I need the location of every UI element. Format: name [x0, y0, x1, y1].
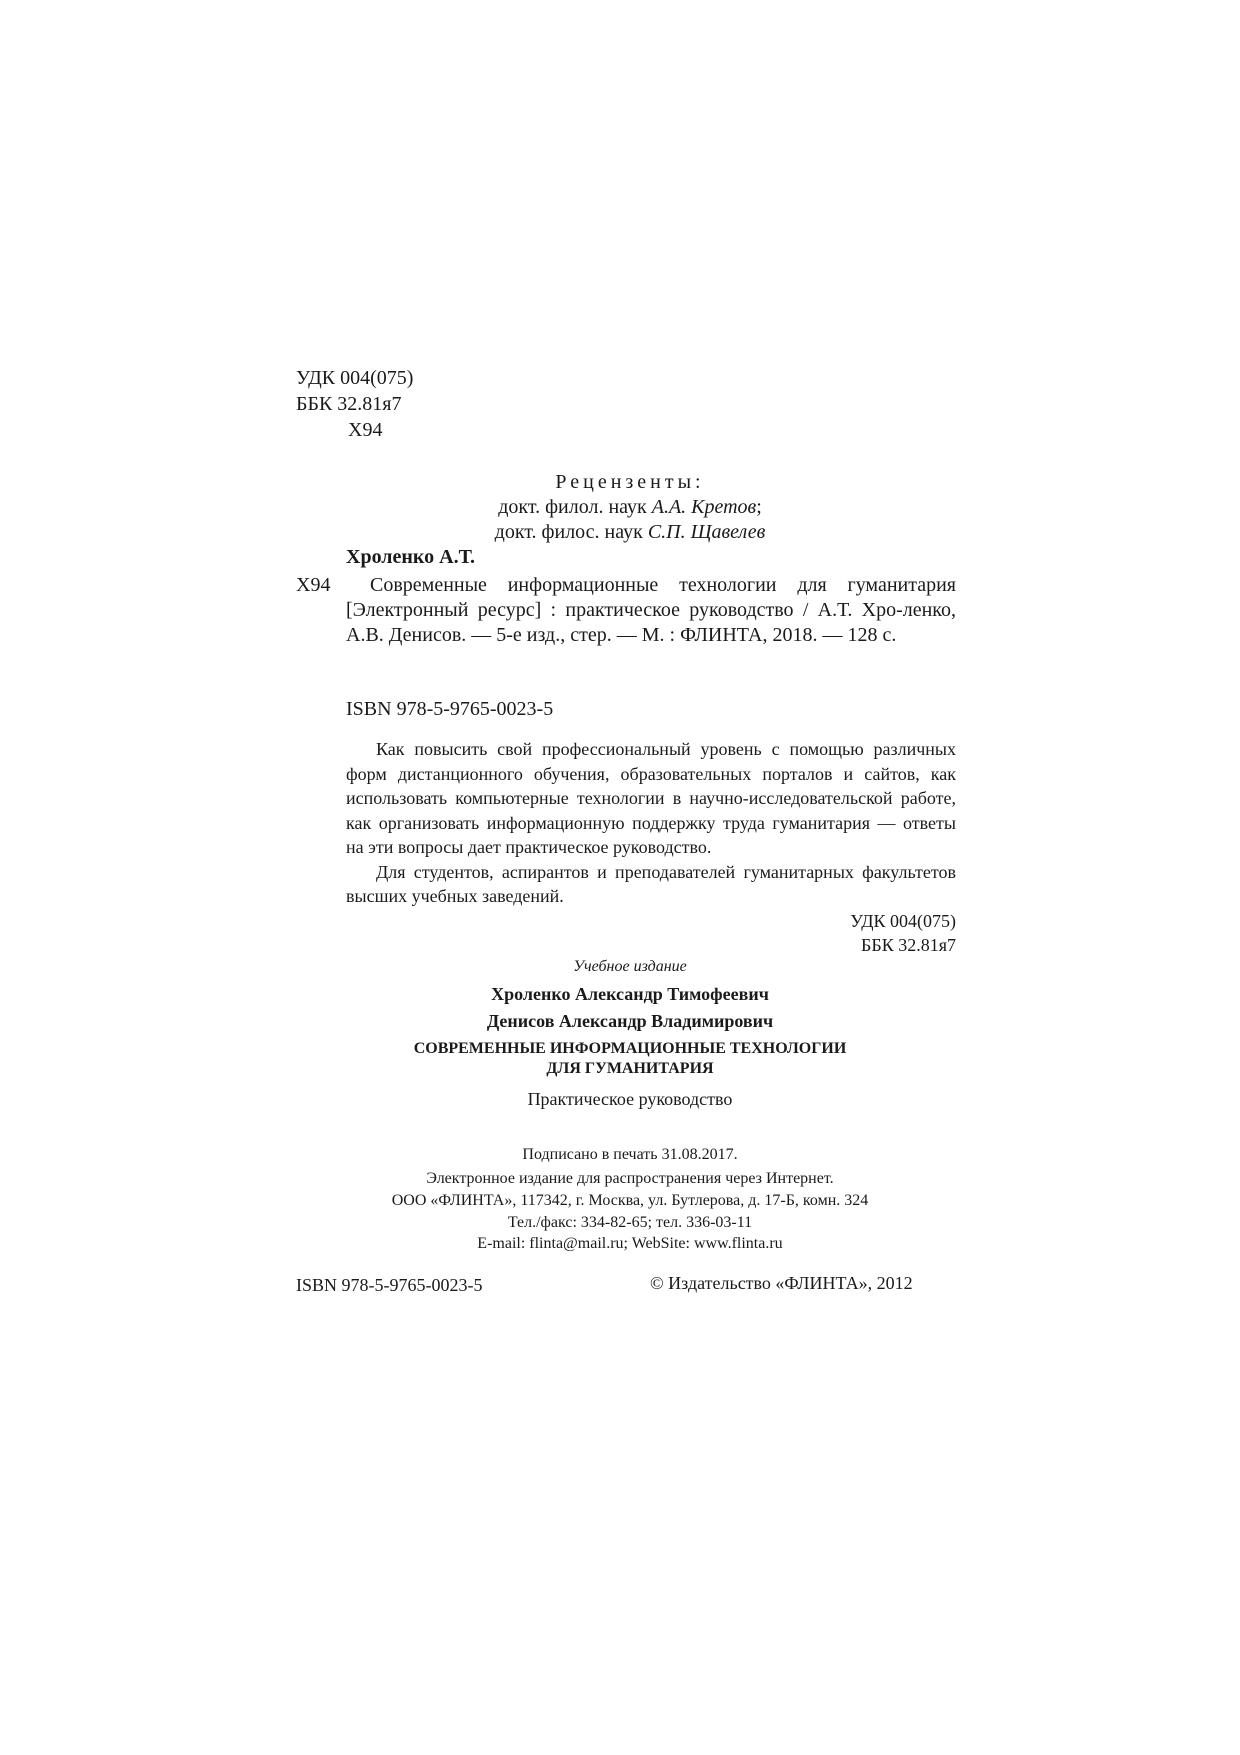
bbk-code: ББК 32.81я7	[296, 393, 402, 415]
footer-isbn: ISBN 978-5-9765-0023-5	[296, 1275, 483, 1295]
footer-copyright: © Издательство «ФЛИНТА», 2012	[650, 1273, 913, 1293]
catalog-author-heading: Хроленко А.Т.	[346, 546, 475, 568]
catalog-isbn: ISBN 978-5-9765-0023-5	[346, 698, 554, 720]
reviewer-1	[370, 495, 890, 519]
imprint-author-1: Хроленко Александр Тимофеевич	[491, 984, 769, 1004]
reviewer-1-name: А.А. Кретов	[651, 496, 757, 518]
annotation-udk: УДК 004(075)	[850, 910, 956, 931]
annotation-bbk: ББК 32.81я7	[861, 935, 956, 955]
author-mark: Х94	[348, 419, 383, 441]
edition-type: Учебное издание	[573, 958, 687, 975]
reviewer-2-name: С.П. Щавелев	[647, 521, 766, 543]
distribution-note: Электронное издание для распространения через Интернет.	[426, 1170, 834, 1187]
reviewer-1-degree: докт. филол. наук	[498, 496, 647, 518]
udk-code: УДК 004(075)	[296, 367, 414, 389]
imprint-subtitle: Практическое руководство	[527, 1089, 733, 1109]
imprint-author-2: Денисов Александр Владимирович	[486, 1011, 774, 1031]
imprint-title-line-1: СОВРЕМЕННЫЕ ИНФОРМАЦИОННЫЕ ТЕХНОЛОГИИ	[413, 1040, 847, 1057]
annotation-paragraph-1: Как повысить свой профессиональный уровень с помощью различных форм дистанционного обучения, образовательных порталов и сайтов, как использовать компьютерные технологии в научно-исследовательской работе, как организовать информационную поддержку труда гуманитария — ответы на эти вопросы дает практическое руководство.	[346, 739, 956, 857]
reviewer-2	[370, 520, 890, 544]
annotation-paragraph-2: Для студентов, аспирантов и преподавателей гуманитарных факультетов высших учебных заведений.	[346, 861, 956, 906]
catalog-mark: Х94	[296, 574, 331, 596]
signed-date: Подписано в печать 31.08.2017.	[522, 1146, 738, 1163]
publisher-address: ООО «ФЛИНТА», 117342, г. Москва, ул. Бутлерова, д. 17-Б, комн. 324	[391, 1192, 869, 1209]
annotation	[346, 737, 956, 958]
reviewer-2-degree: докт. филос. наук	[494, 521, 643, 543]
publisher-contacts: E-mail: flinta@mail.ru; WebSite: www.flinta.ru	[477, 1235, 783, 1252]
publisher-phone: Тел./факс: 334-82-65; тел. 336-03-11	[507, 1214, 753, 1231]
reviewers-heading: Рецензенты:	[555, 471, 705, 493]
reviewer-1-punct: ;	[756, 496, 762, 518]
imprint-title-line-2: ДЛЯ ГУМАНИТАРИЯ	[546, 1060, 714, 1077]
catalog-description: Современные информационные технологии для гуманитария [Электронный ресурс] : практическое руководство / А.Т. Хро-ленко, А.В. Денисов. — 5-е изд., стер. — М. : ФЛИНТА, 2018. — 128 с.	[346, 574, 956, 646]
